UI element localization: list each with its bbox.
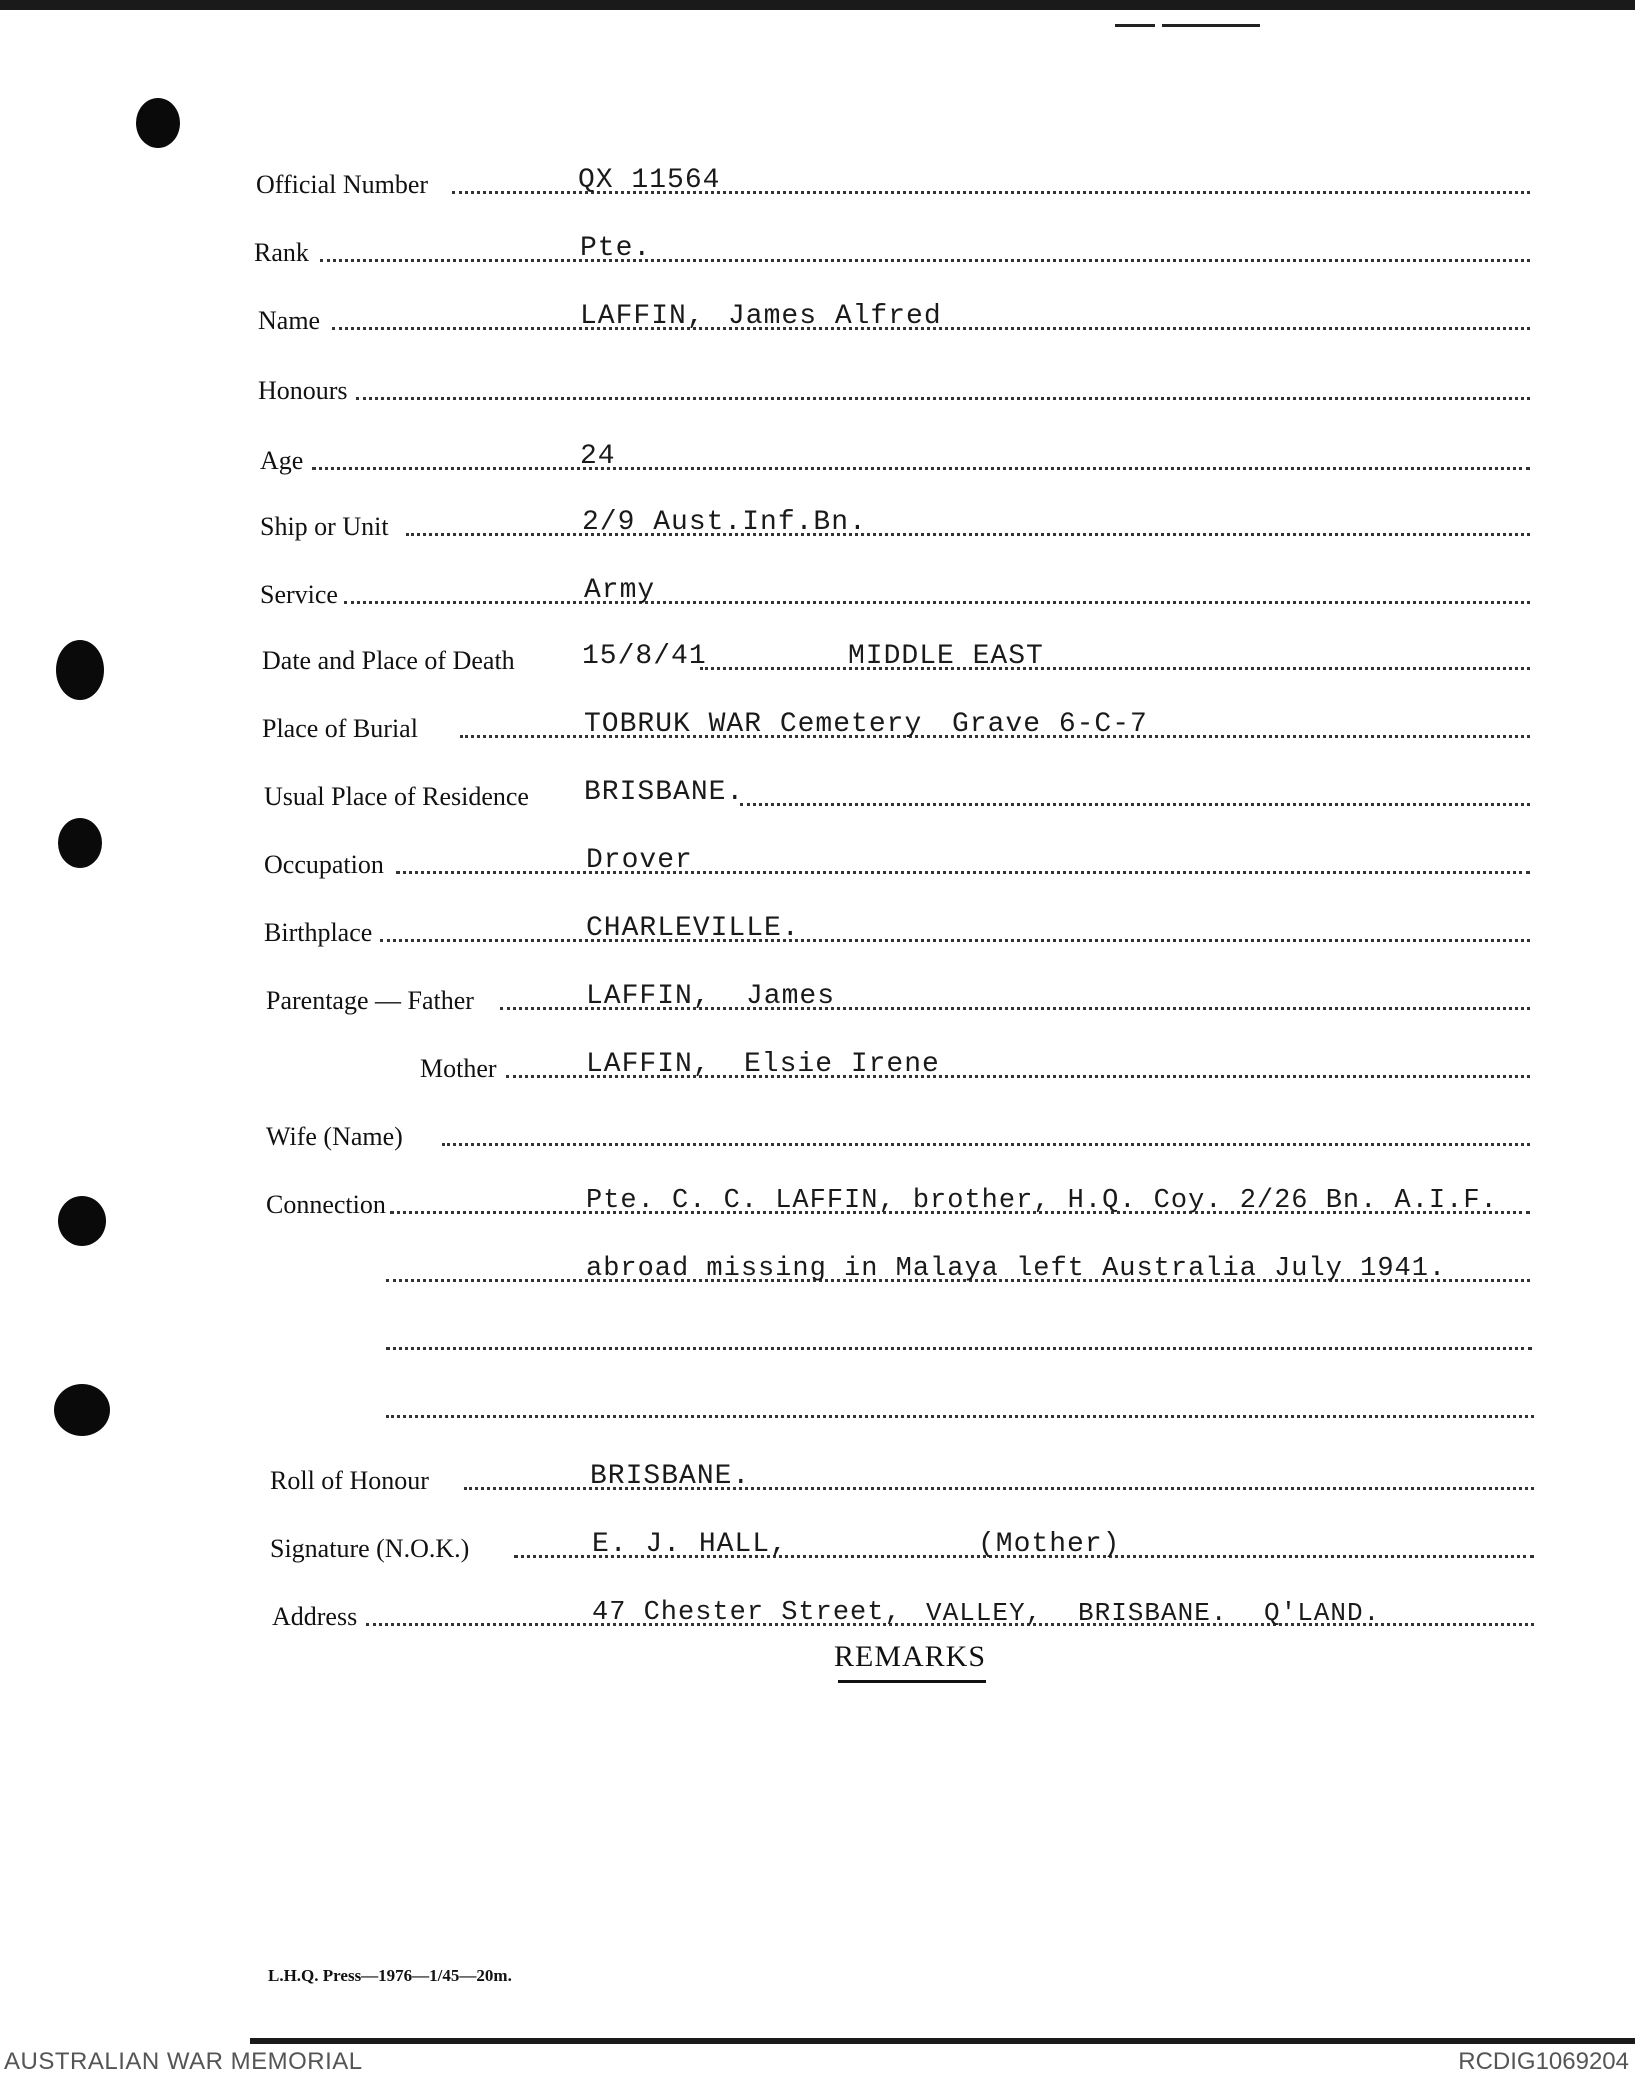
field-value: QX 11564 (578, 165, 721, 196)
field-label: Occupation (264, 850, 384, 879)
field-occupation (0, 844, 1635, 884)
field-birthplace (0, 912, 1635, 952)
field-value: 47 Chester Street, (592, 1598, 902, 1628)
remarks-underline (838, 1680, 986, 1683)
field-value: CHARLEVILLE. (586, 913, 800, 944)
field-label: Mother (420, 1054, 497, 1083)
field-label: Place of Burial (262, 714, 418, 743)
field-official-number (0, 164, 1635, 204)
field-value: Pte. (580, 233, 652, 264)
scan-top-border (0, 0, 1635, 10)
scan-mark (1115, 24, 1155, 27)
field-value-given-names: Elsie Irene (744, 1049, 940, 1080)
field-label: Wife (Name) (266, 1122, 403, 1151)
field-age (0, 440, 1635, 480)
punch-hole (136, 98, 180, 148)
field-label: Address (272, 1602, 358, 1631)
field-wife-name (0, 1116, 1635, 1156)
field-value-given-name: James (746, 981, 836, 1012)
field-value: TOBRUK WAR Cemetery (584, 709, 923, 740)
field-usual-place-of-residence (0, 776, 1635, 816)
field-label: Connection (266, 1190, 386, 1219)
field-value: Pte. C. C. LAFFIN, brother, H.Q. Coy. 2/26 Bn. A.I.F. (586, 1186, 1498, 1216)
field-label: Age (260, 446, 304, 475)
field-value: E. J. HALL, (592, 1529, 788, 1560)
field-address (0, 1596, 1635, 1636)
field-label: Roll of Honour (270, 1466, 429, 1495)
field-value: LAFFIN, (586, 981, 711, 1012)
field-rank (0, 232, 1635, 272)
field-parentage-father (0, 980, 1635, 1020)
field-value: BRISBANE. (584, 777, 745, 808)
field-label: Date and Place of Death (262, 646, 515, 675)
field-value-city: BRISBANE. (1078, 1598, 1228, 1628)
scan-bottom-border (250, 2038, 1635, 2044)
field-honours (0, 370, 1635, 410)
field-roll-of-honour (0, 1460, 1635, 1500)
field-date-place-of-death (0, 640, 1635, 680)
field-value-place: MIDDLE EAST (848, 641, 1044, 672)
field-value-state: Q'LAND. (1264, 1598, 1381, 1628)
field-value: LAFFIN, (580, 301, 705, 332)
field-place-of-burial (0, 708, 1635, 748)
field-value-grave: Grave 6-C-7 (952, 709, 1148, 740)
field-label: Usual Place of Residence (264, 782, 529, 811)
field-connection-blank (0, 1388, 1635, 1428)
field-value-given-names: James Alfred (728, 301, 942, 332)
field-label: Rank (254, 238, 309, 267)
field-value: BRISBANE. (590, 1461, 751, 1492)
remarks-heading: REMARKS (834, 1640, 987, 1673)
field-value: Drover (586, 845, 693, 876)
archive-name: AUSTRALIAN WAR MEMORIAL (4, 2048, 363, 2075)
field-value-relationship: (Mother) (978, 1529, 1121, 1560)
field-name (0, 300, 1635, 340)
field-connection (0, 1184, 1635, 1224)
field-value: 24 (580, 441, 616, 472)
scan-mark (1162, 24, 1260, 27)
field-value: abroad missing in Malaya left Australia July 1941. (586, 1254, 1447, 1284)
field-value: 2/9 Aust.Inf.Bn. (582, 507, 867, 538)
field-parentage-mother (0, 1048, 1635, 1088)
field-value: 15/8/41 (582, 641, 707, 672)
field-service (0, 574, 1635, 614)
field-label: Official Number (256, 170, 429, 199)
field-label: Honours (258, 376, 348, 405)
field-ship-or-unit (0, 506, 1635, 546)
field-label: Service (260, 580, 338, 609)
press-note: L.H.Q. Press—1976—1/45—20m. (268, 1966, 512, 1985)
field-value: LAFFIN, (586, 1049, 711, 1080)
field-label: Name (258, 306, 321, 335)
field-label: Signature (N.O.K.) (270, 1534, 470, 1563)
field-label: Ship or Unit (260, 512, 389, 541)
field-value-suburb: VALLEY, (926, 1598, 1043, 1628)
field-signature-nok (0, 1528, 1635, 1568)
field-connection-blank (0, 1320, 1635, 1360)
field-label: Birthplace (264, 918, 373, 947)
field-value: Army (584, 575, 656, 606)
field-connection-continued (0, 1252, 1635, 1292)
field-label: Parentage — Father (266, 986, 474, 1015)
archive-record-id: RCDIG1069204 (1458, 2048, 1629, 2075)
